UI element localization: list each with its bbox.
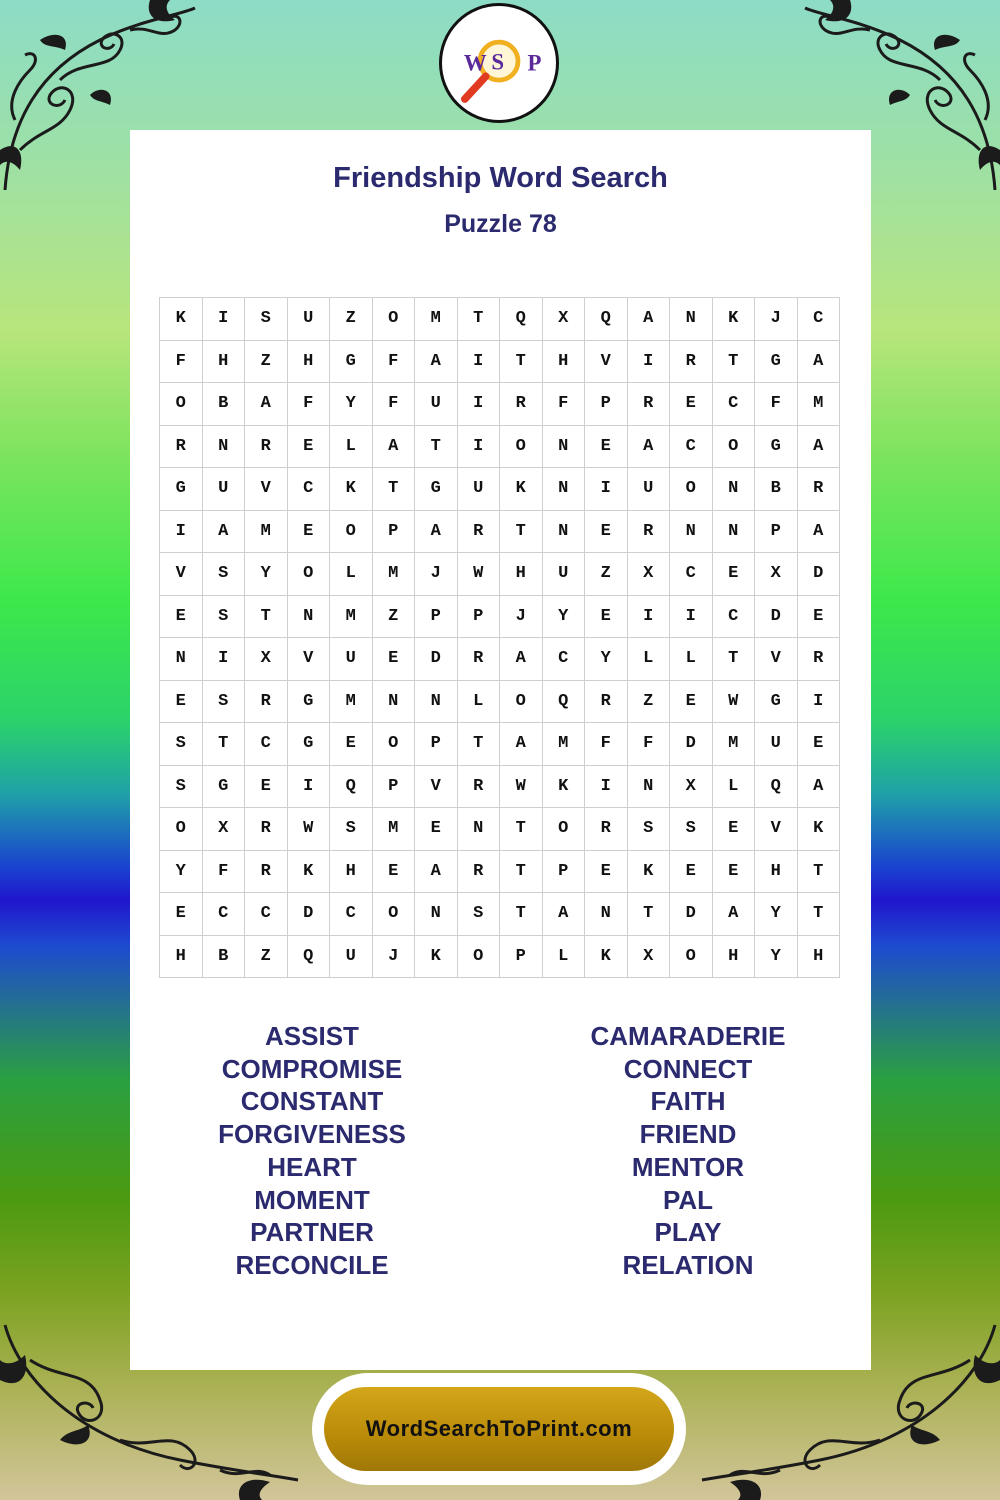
grid-cell[interactable]: I bbox=[160, 511, 203, 554]
grid-cell[interactable]: N bbox=[670, 511, 713, 554]
grid-cell[interactable]: N bbox=[415, 893, 458, 936]
puzzle-card bbox=[130, 130, 871, 1370]
grid-cell[interactable]: D bbox=[415, 638, 458, 681]
grid-cell[interactable]: H bbox=[798, 936, 841, 979]
grid-cell[interactable]: S bbox=[160, 766, 203, 809]
grid-cell[interactable]: E bbox=[670, 681, 713, 724]
grid-cell[interactable]: X bbox=[628, 553, 671, 596]
grid-cell[interactable]: R bbox=[585, 681, 628, 724]
grid-cell[interactable]: R bbox=[160, 426, 203, 469]
grid-cell[interactable]: E bbox=[670, 383, 713, 426]
grid-cell[interactable]: R bbox=[628, 383, 671, 426]
logo-letter-s: S bbox=[491, 49, 505, 75]
grid-cell[interactable]: M bbox=[245, 511, 288, 554]
grid-cell[interactable]: I bbox=[798, 681, 841, 724]
grid-cell[interactable]: R bbox=[458, 511, 501, 554]
grid-cell[interactable]: M bbox=[713, 723, 756, 766]
grid-cell[interactable]: H bbox=[500, 553, 543, 596]
grid-cell[interactable]: W bbox=[288, 808, 331, 851]
word-item: RELATION bbox=[622, 1249, 754, 1280]
grid-cell[interactable]: H bbox=[160, 936, 203, 979]
grid-cell[interactable]: C bbox=[245, 893, 288, 936]
grid-cell[interactable]: Z bbox=[330, 298, 373, 341]
grid-cell[interactable]: S bbox=[203, 596, 246, 639]
grid-cell[interactable]: U bbox=[288, 298, 331, 341]
grid-cell[interactable]: E bbox=[798, 723, 841, 766]
grid-cell[interactable]: M bbox=[330, 681, 373, 724]
grid-cell[interactable]: Z bbox=[245, 936, 288, 979]
grid-cell[interactable]: C bbox=[670, 553, 713, 596]
grid-cell[interactable]: J bbox=[755, 298, 798, 341]
grid-cell[interactable]: K bbox=[543, 766, 586, 809]
grid-cell[interactable]: U bbox=[330, 638, 373, 681]
grid-cell[interactable]: E bbox=[160, 681, 203, 724]
grid-cell[interactable]: R bbox=[585, 808, 628, 851]
word-item: FORGIVENESS bbox=[218, 1119, 406, 1150]
grid-cell[interactable]: J bbox=[500, 596, 543, 639]
grid-cell[interactable]: G bbox=[755, 426, 798, 469]
grid-cell[interactable]: R bbox=[798, 638, 841, 681]
grid-cell[interactable]: E bbox=[713, 808, 756, 851]
grid-cell[interactable]: X bbox=[245, 638, 288, 681]
grid-cell[interactable]: I bbox=[585, 766, 628, 809]
grid-cell[interactable]: Z bbox=[585, 553, 628, 596]
grid-cell[interactable]: R bbox=[245, 851, 288, 894]
grid-cell[interactable]: X bbox=[755, 553, 798, 596]
grid-cell[interactable]: L bbox=[330, 553, 373, 596]
grid-cell[interactable]: K bbox=[713, 298, 756, 341]
grid-cell[interactable]: V bbox=[415, 766, 458, 809]
grid-cell[interactable]: P bbox=[585, 383, 628, 426]
grid-cell[interactable]: S bbox=[160, 723, 203, 766]
grid-cell[interactable]: O bbox=[160, 808, 203, 851]
grid-cell[interactable]: U bbox=[628, 468, 671, 511]
grid-cell[interactable]: S bbox=[330, 808, 373, 851]
grid-cell[interactable]: K bbox=[330, 468, 373, 511]
grid-cell[interactable]: N bbox=[585, 893, 628, 936]
word-item: CONNECT bbox=[623, 1053, 753, 1084]
word-item: HEART bbox=[267, 1151, 357, 1182]
grid-cell[interactable]: L bbox=[330, 426, 373, 469]
grid-cell[interactable]: F bbox=[288, 383, 331, 426]
grid-cell[interactable]: Q bbox=[755, 766, 798, 809]
grid-cell[interactable]: V bbox=[755, 808, 798, 851]
grid-cell[interactable]: Q bbox=[543, 681, 586, 724]
grid-cell[interactable]: D bbox=[755, 596, 798, 639]
grid-cell[interactable]: R bbox=[458, 851, 501, 894]
word-item: MENTOR bbox=[631, 1151, 745, 1182]
grid-cell[interactable]: O bbox=[458, 936, 501, 979]
grid-cell[interactable]: S bbox=[670, 808, 713, 851]
grid-cell[interactable]: Z bbox=[245, 341, 288, 384]
grid-cell[interactable]: P bbox=[415, 596, 458, 639]
grid-cell[interactable]: C bbox=[713, 596, 756, 639]
grid-cell[interactable]: S bbox=[628, 808, 671, 851]
grid-cell[interactable]: A bbox=[373, 426, 416, 469]
grid-cell[interactable]: I bbox=[458, 383, 501, 426]
grid-cell[interactable]: K bbox=[798, 808, 841, 851]
grid-cell[interactable]: Y bbox=[543, 596, 586, 639]
grid-cell[interactable]: N bbox=[628, 766, 671, 809]
grid-cell[interactable]: T bbox=[500, 893, 543, 936]
grid-cell[interactable]: T bbox=[500, 511, 543, 554]
grid-cell[interactable]: E bbox=[670, 851, 713, 894]
grid-cell[interactable]: X bbox=[628, 936, 671, 979]
grid-cell[interactable]: H bbox=[543, 341, 586, 384]
grid-cell[interactable]: A bbox=[415, 511, 458, 554]
grid-cell[interactable]: M bbox=[415, 298, 458, 341]
grid-cell[interactable]: V bbox=[585, 341, 628, 384]
grid-cell[interactable]: Q bbox=[330, 766, 373, 809]
grid-cell[interactable]: V bbox=[288, 638, 331, 681]
grid-cell[interactable]: I bbox=[458, 426, 501, 469]
grid-cell[interactable]: T bbox=[203, 723, 246, 766]
grid-cell[interactable]: A bbox=[798, 766, 841, 809]
grid-cell[interactable]: F bbox=[543, 383, 586, 426]
grid-cell[interactable]: Y bbox=[160, 851, 203, 894]
word-item: PARTNER bbox=[250, 1217, 374, 1248]
grid-cell[interactable]: G bbox=[288, 681, 331, 724]
grid-cell[interactable]: H bbox=[330, 851, 373, 894]
grid-cell[interactable]: O bbox=[373, 893, 416, 936]
grid-cell[interactable]: G bbox=[755, 341, 798, 384]
grid-cell[interactable]: C bbox=[288, 468, 331, 511]
grid-cell[interactable]: M bbox=[798, 383, 841, 426]
grid-cell[interactable]: O bbox=[670, 468, 713, 511]
grid-cell[interactable]: K bbox=[160, 298, 203, 341]
grid-cell[interactable]: M bbox=[373, 553, 416, 596]
grid-cell[interactable]: K bbox=[585, 936, 628, 979]
grid-cell[interactable]: O bbox=[330, 511, 373, 554]
grid-cell[interactable]: A bbox=[798, 341, 841, 384]
grid-cell[interactable]: E bbox=[585, 426, 628, 469]
grid-cell[interactable]: W bbox=[500, 766, 543, 809]
grid-cell[interactable]: A bbox=[798, 511, 841, 554]
grid-cell[interactable]: C bbox=[203, 893, 246, 936]
grid-cell[interactable]: D bbox=[670, 893, 713, 936]
grid-cell[interactable]: Q bbox=[585, 298, 628, 341]
grid-cell[interactable]: P bbox=[500, 936, 543, 979]
grid-cell[interactable]: D bbox=[798, 553, 841, 596]
grid-cell[interactable]: N bbox=[203, 426, 246, 469]
grid-cell[interactable]: A bbox=[798, 426, 841, 469]
word-item: PAL bbox=[662, 1184, 714, 1215]
grid-cell[interactable]: F bbox=[373, 383, 416, 426]
grid-cell[interactable]: E bbox=[585, 511, 628, 554]
grid-cell[interactable]: Q bbox=[288, 936, 331, 979]
grid-cell[interactable]: R bbox=[670, 341, 713, 384]
grid-cell[interactable]: T bbox=[500, 808, 543, 851]
grid-cell[interactable]: P bbox=[373, 766, 416, 809]
grid-cell[interactable]: B bbox=[203, 936, 246, 979]
grid-cell[interactable]: R bbox=[245, 681, 288, 724]
grid-cell[interactable]: P bbox=[458, 596, 501, 639]
grid-cell[interactable]: G bbox=[160, 468, 203, 511]
grid-cell[interactable]: I bbox=[203, 298, 246, 341]
grid-cell[interactable]: B bbox=[755, 468, 798, 511]
grid-cell[interactable]: J bbox=[373, 936, 416, 979]
grid-cell[interactable]: L bbox=[628, 638, 671, 681]
grid-cell[interactable]: F bbox=[755, 383, 798, 426]
grid-cell[interactable]: A bbox=[203, 511, 246, 554]
grid-cell[interactable]: V bbox=[245, 468, 288, 511]
grid-cell[interactable]: R bbox=[245, 808, 288, 851]
grid-cell[interactable]: T bbox=[458, 298, 501, 341]
grid-cell[interactable]: H bbox=[288, 341, 331, 384]
grid-cell[interactable]: R bbox=[798, 468, 841, 511]
grid-cell[interactable]: K bbox=[288, 851, 331, 894]
grid-cell[interactable]: T bbox=[245, 596, 288, 639]
grid-cell[interactable]: F bbox=[160, 341, 203, 384]
grid-cell[interactable]: L bbox=[458, 681, 501, 724]
grid-cell[interactable]: N bbox=[713, 468, 756, 511]
grid-cell[interactable]: D bbox=[670, 723, 713, 766]
grid-cell[interactable]: O bbox=[373, 723, 416, 766]
grid-cell[interactable]: U bbox=[203, 468, 246, 511]
grid-cell[interactable]: H bbox=[203, 341, 246, 384]
grid-cell[interactable]: E bbox=[245, 766, 288, 809]
grid-cell[interactable]: E bbox=[373, 851, 416, 894]
grid-cell[interactable]: Y bbox=[585, 638, 628, 681]
grid-cell[interactable]: T bbox=[628, 893, 671, 936]
grid-cell[interactable]: C bbox=[713, 383, 756, 426]
grid-cell[interactable]: P bbox=[543, 851, 586, 894]
word-item: COMPROMISE bbox=[221, 1053, 403, 1084]
grid-cell[interactable]: R bbox=[458, 766, 501, 809]
grid-cell[interactable]: B bbox=[203, 383, 246, 426]
grid-cell[interactable]: T bbox=[500, 851, 543, 894]
grid-cell[interactable]: R bbox=[458, 638, 501, 681]
grid-cell[interactable]: E bbox=[288, 511, 331, 554]
grid-cell[interactable]: Y bbox=[330, 383, 373, 426]
grid-cell[interactable]: N bbox=[713, 511, 756, 554]
grid-cell[interactable]: E bbox=[288, 426, 331, 469]
grid-cell[interactable]: E bbox=[713, 851, 756, 894]
grid-cell[interactable]: G bbox=[755, 681, 798, 724]
grid-cell[interactable]: O bbox=[160, 383, 203, 426]
grid-cell[interactable]: H bbox=[755, 851, 798, 894]
grid-cell[interactable]: C bbox=[798, 298, 841, 341]
grid-cell[interactable]: I bbox=[203, 638, 246, 681]
grid-cell[interactable]: O bbox=[670, 936, 713, 979]
grid-cell[interactable]: Q bbox=[500, 298, 543, 341]
footer-banner bbox=[312, 1373, 686, 1485]
grid-cell[interactable]: N bbox=[415, 681, 458, 724]
grid-cell[interactable]: T bbox=[373, 468, 416, 511]
puzzle-title: Friendship Word Search bbox=[333, 162, 668, 194]
grid-cell[interactable]: T bbox=[500, 341, 543, 384]
grid-cell[interactable]: A bbox=[415, 851, 458, 894]
grid-cell[interactable]: K bbox=[628, 851, 671, 894]
grid-cell[interactable]: C bbox=[543, 638, 586, 681]
grid-cell[interactable]: S bbox=[245, 298, 288, 341]
grid-cell[interactable]: N bbox=[288, 596, 331, 639]
word-list-right bbox=[538, 1020, 838, 1282]
grid-cell[interactable]: G bbox=[288, 723, 331, 766]
grid-cell[interactable]: N bbox=[670, 298, 713, 341]
grid-cell[interactable]: E bbox=[713, 553, 756, 596]
word-list-left bbox=[162, 1020, 462, 1282]
grid-cell[interactable]: A bbox=[415, 341, 458, 384]
grid-cell[interactable]: C bbox=[330, 893, 373, 936]
word-item: PLAY bbox=[654, 1217, 722, 1248]
grid-cell[interactable]: O bbox=[288, 553, 331, 596]
grid-cell[interactable]: O bbox=[373, 298, 416, 341]
grid-cell[interactable]: N bbox=[543, 511, 586, 554]
letter-grid bbox=[159, 297, 840, 978]
grid-cell[interactable]: Y bbox=[755, 893, 798, 936]
grid-cell[interactable]: L bbox=[713, 766, 756, 809]
grid-cell[interactable]: U bbox=[330, 936, 373, 979]
grid-cell[interactable]: I bbox=[458, 341, 501, 384]
grid-cell[interactable]: Z bbox=[373, 596, 416, 639]
grid-cell[interactable]: X bbox=[543, 298, 586, 341]
word-item: MOMENT bbox=[254, 1184, 370, 1215]
grid-cell[interactable]: F bbox=[628, 723, 671, 766]
grid-cell[interactable]: E bbox=[415, 808, 458, 851]
grid-cell[interactable]: Y bbox=[245, 553, 288, 596]
grid-cell[interactable]: S bbox=[458, 893, 501, 936]
grid-cell[interactable]: E bbox=[330, 723, 373, 766]
grid-cell[interactable]: R bbox=[500, 383, 543, 426]
grid-cell[interactable]: N bbox=[543, 426, 586, 469]
grid-cell[interactable]: V bbox=[160, 553, 203, 596]
grid-cell[interactable]: C bbox=[245, 723, 288, 766]
grid-cell[interactable]: T bbox=[798, 893, 841, 936]
grid-cell[interactable]: T bbox=[798, 851, 841, 894]
word-item: ASSIST bbox=[265, 1021, 359, 1051]
grid-cell[interactable]: F bbox=[203, 851, 246, 894]
grid-cell[interactable]: A bbox=[245, 383, 288, 426]
grid-cell[interactable]: M bbox=[373, 808, 416, 851]
grid-cell[interactable]: S bbox=[203, 553, 246, 596]
word-item: FAITH bbox=[650, 1086, 726, 1117]
word-item: CONSTANT bbox=[240, 1086, 384, 1117]
grid-cell[interactable]: E bbox=[585, 851, 628, 894]
grid-cell[interactable]: I bbox=[585, 468, 628, 511]
grid-cell[interactable]: E bbox=[798, 596, 841, 639]
grid-cell[interactable]: G bbox=[330, 341, 373, 384]
grid-cell[interactable]: E bbox=[160, 596, 203, 639]
grid-cell[interactable]: L bbox=[670, 638, 713, 681]
grid-cell[interactable]: L bbox=[543, 936, 586, 979]
grid-cell[interactable]: N bbox=[458, 808, 501, 851]
word-item: CAMARADERIE bbox=[590, 1021, 786, 1051]
grid-cell[interactable]: T bbox=[713, 638, 756, 681]
grid-cell[interactable]: S bbox=[203, 681, 246, 724]
grid-cell[interactable]: F bbox=[373, 341, 416, 384]
grid-cell[interactable]: M bbox=[543, 723, 586, 766]
grid-cell[interactable]: E bbox=[585, 596, 628, 639]
grid-cell[interactable]: A bbox=[713, 893, 756, 936]
grid-cell[interactable]: K bbox=[415, 936, 458, 979]
grid-cell[interactable]: X bbox=[203, 808, 246, 851]
grid-cell[interactable]: O bbox=[713, 426, 756, 469]
grid-cell[interactable]: E bbox=[373, 638, 416, 681]
grid-cell[interactable]: T bbox=[415, 426, 458, 469]
grid-cell[interactable]: J bbox=[415, 553, 458, 596]
site-logo[interactable] bbox=[439, 3, 559, 123]
grid-cell[interactable]: C bbox=[670, 426, 713, 469]
grid-cell[interactable]: G bbox=[415, 468, 458, 511]
grid-cell[interactable]: T bbox=[713, 341, 756, 384]
grid-cell[interactable]: I bbox=[670, 596, 713, 639]
grid-cell[interactable]: F bbox=[585, 723, 628, 766]
grid-cell[interactable]: V bbox=[755, 638, 798, 681]
logo-letter-p: P bbox=[527, 50, 542, 76]
grid-cell[interactable]: I bbox=[628, 341, 671, 384]
grid-cell[interactable]: I bbox=[628, 596, 671, 639]
grid-cell[interactable]: P bbox=[373, 511, 416, 554]
grid-cell[interactable]: A bbox=[628, 426, 671, 469]
grid-cell[interactable]: I bbox=[288, 766, 331, 809]
grid-cell[interactable]: Y bbox=[755, 936, 798, 979]
puzzle-number: Puzzle 78 bbox=[444, 210, 557, 238]
grid-cell[interactable]: P bbox=[755, 511, 798, 554]
logo-letter-w: W bbox=[463, 50, 487, 76]
site-link[interactable]: WordSearchToPrint.com bbox=[324, 1387, 674, 1471]
grid-cell[interactable]: R bbox=[245, 426, 288, 469]
grid-cell[interactable]: Z bbox=[628, 681, 671, 724]
grid-cell[interactable]: A bbox=[543, 893, 586, 936]
grid-cell[interactable]: A bbox=[500, 638, 543, 681]
grid-cell[interactable]: U bbox=[415, 383, 458, 426]
grid-cell[interactable]: P bbox=[415, 723, 458, 766]
grid-cell[interactable]: W bbox=[713, 681, 756, 724]
grid-cell[interactable]: M bbox=[330, 596, 373, 639]
word-item: RECONCILE bbox=[235, 1249, 389, 1280]
grid-cell[interactable]: N bbox=[373, 681, 416, 724]
grid-cell[interactable]: R bbox=[628, 511, 671, 554]
word-item: FRIEND bbox=[639, 1119, 737, 1150]
grid-cell[interactable]: K bbox=[500, 468, 543, 511]
grid-cell[interactable]: N bbox=[160, 638, 203, 681]
grid-cell[interactable]: E bbox=[160, 893, 203, 936]
grid-cell[interactable]: O bbox=[500, 426, 543, 469]
grid-cell[interactable]: X bbox=[670, 766, 713, 809]
grid-cell[interactable]: T bbox=[458, 723, 501, 766]
grid-cell[interactable]: O bbox=[543, 808, 586, 851]
grid-cell[interactable]: D bbox=[288, 893, 331, 936]
grid-cell[interactable]: N bbox=[543, 468, 586, 511]
grid-cell[interactable]: A bbox=[628, 298, 671, 341]
grid-cell[interactable]: U bbox=[755, 723, 798, 766]
grid-cell[interactable]: O bbox=[500, 681, 543, 724]
grid-cell[interactable]: U bbox=[458, 468, 501, 511]
grid-cell[interactable]: W bbox=[458, 553, 501, 596]
grid-cell[interactable]: A bbox=[500, 723, 543, 766]
grid-cell[interactable]: U bbox=[543, 553, 586, 596]
grid-cell[interactable]: H bbox=[713, 936, 756, 979]
grid-cell[interactable]: G bbox=[203, 766, 246, 809]
